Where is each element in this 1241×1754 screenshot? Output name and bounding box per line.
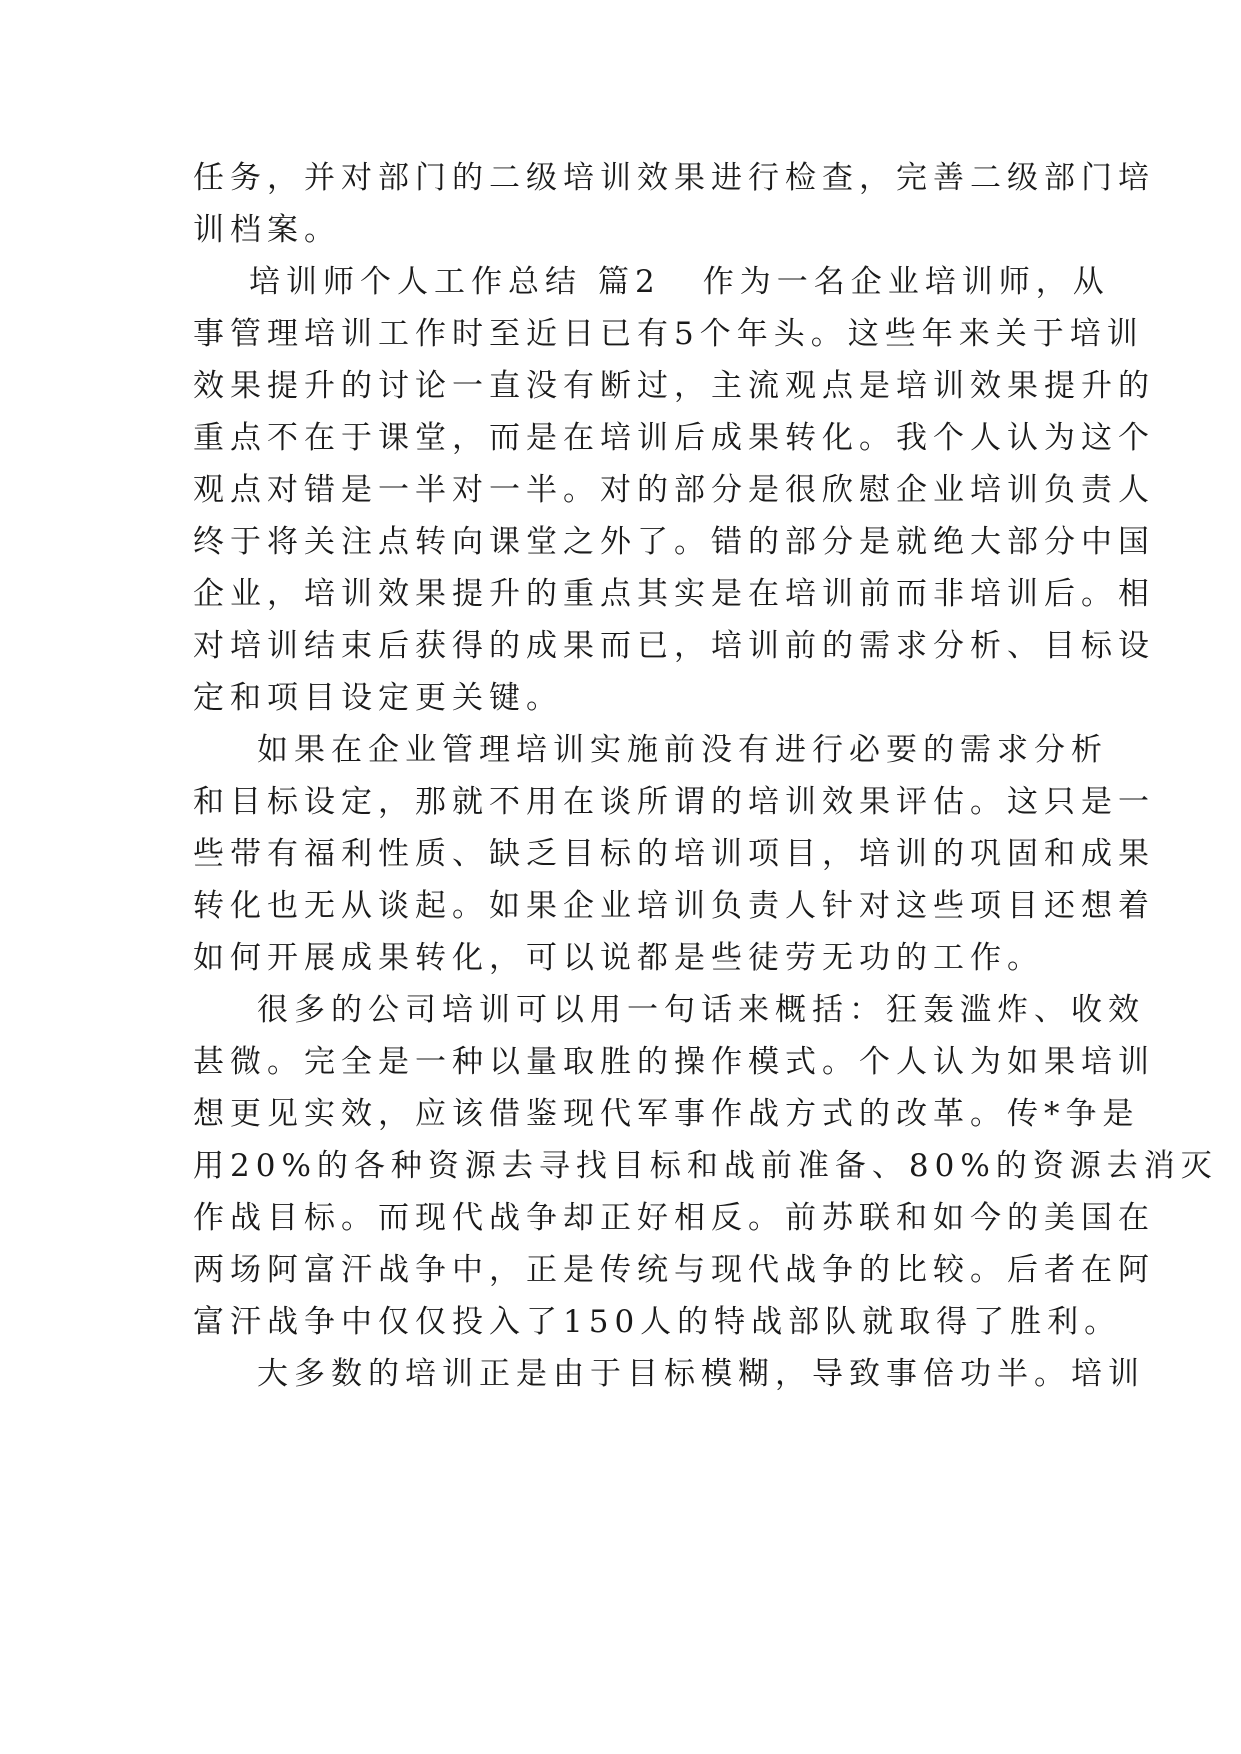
section-heading-number: 篇2 [598, 264, 661, 300]
text-line: 转化也无从谈起。如果企业培训负责人针对这些项目还想着 [193, 888, 1155, 924]
section-heading: 培训师个人工作总结 [249, 264, 582, 300]
text-line: 作战目标。而现代战争却正好相反。前苏联和如今的美国在 [193, 1200, 1155, 1236]
text-line: 想更见实效，应该借鉴现代军事作战方式的改革。传*争是 [193, 1096, 1140, 1132]
text-line: 企业，培训效果提升的重点其实是在培训前而非培训后。相 [193, 576, 1155, 612]
text-line: 如果在企业管理培训实施前没有进行必要的需求分析 [257, 732, 1108, 768]
text-line: 对培训结束后获得的成果而已，培训前的需求分析、目标设 [193, 628, 1155, 664]
text-line: 训档案。 [193, 212, 341, 248]
text-line: 些带有福利性质、缺乏目标的培训项目，培训的巩固和成果 [193, 836, 1155, 872]
text-line: 用20%的各种资源去寻找目标和战前准备、80%的资源去消灭 [193, 1148, 1218, 1184]
text-line: 如何开展成果转化，可以说都是些徒劳无功的工作。 [193, 940, 1044, 976]
text-line: 重点不在于课堂，而是在培训后成果转化。我个人认为这个 [193, 420, 1155, 456]
text-line: 终于将关注点转向课堂之外了。错的部分是就绝大部分中国 [193, 524, 1155, 560]
text-line: 甚微。完全是一种以量取胜的操作模式。个人认为如果培训 [193, 1044, 1155, 1080]
text-line: 任务，并对部门的二级培训效果进行检查，完善二级部门培 [193, 160, 1155, 196]
text-line: 观点对错是一半对一半。对的部分是很欣慰企业培训负责人 [193, 472, 1155, 508]
section-heading-line [249, 262, 1110, 302]
text-line: 富汗战争中仅仅投入了150人的特战部队就取得了胜利。 [193, 1304, 1122, 1340]
text-line: 很多的公司培训可以用一句话来概括：狂轰滥炸、收效 [257, 992, 1145, 1028]
text-line: 事管理培训工作时至近日已有5个年头。这些年来关于培训 [193, 316, 1144, 352]
text-line: 效果提升的讨论一直没有断过，主流观点是培训效果提升的 [193, 368, 1155, 404]
text-line: 定和项目设定更关键。 [193, 680, 563, 716]
text-line: 作为一名企业培训师，从 [702, 264, 1110, 300]
text-line: 和目标设定，那就不用在谈所谓的培训效果评估。这只是一 [193, 784, 1155, 820]
text-line: 两场阿富汗战争中，正是传统与现代战争的比较。后者在阿 [193, 1252, 1155, 1288]
text-line: 大多数的培训正是由于目标模糊，导致事倍功半。培训 [257, 1356, 1145, 1392]
